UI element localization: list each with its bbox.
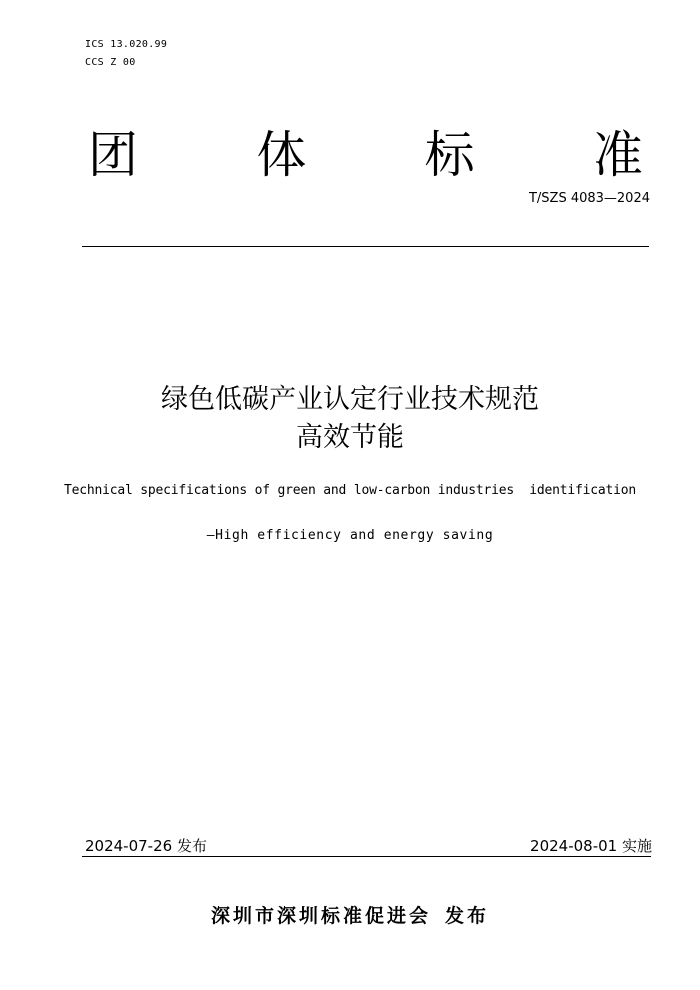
document-type-char-4: 准: [592, 126, 643, 184]
document-type-char-2: 体: [256, 126, 307, 184]
bottom-divider: [82, 856, 651, 857]
publish-date: 2024-07-26 发布: [85, 837, 207, 855]
publisher-name: 深圳市深圳标准促进会: [210, 905, 431, 927]
classification-codes: [85, 36, 167, 72]
ics-code: ICS 13.020.99: [85, 39, 168, 50]
chinese-title-line-1: 绿色低碳产业认定行业技术规范: [161, 384, 539, 415]
document-type-title: [88, 122, 643, 188]
document-type-char-3: 标: [424, 126, 475, 184]
english-title-line-2: —High efficiency and energy saving: [206, 528, 494, 543]
publisher-line: [0, 903, 700, 929]
standard-number: T/SZS 4083—2024: [528, 191, 650, 206]
chinese-title-line-2: 高效节能: [296, 422, 404, 453]
english-title-line-1: Technical specifications of green and low-carbon industries identification: [64, 483, 636, 498]
top-divider: [82, 246, 649, 247]
publisher-action: 发布: [445, 905, 490, 927]
implementation-date: 2024-08-01 实施: [530, 837, 652, 855]
ccs-code: CCS Z 00: [85, 57, 136, 68]
document-type-char-1: 团: [88, 126, 138, 184]
